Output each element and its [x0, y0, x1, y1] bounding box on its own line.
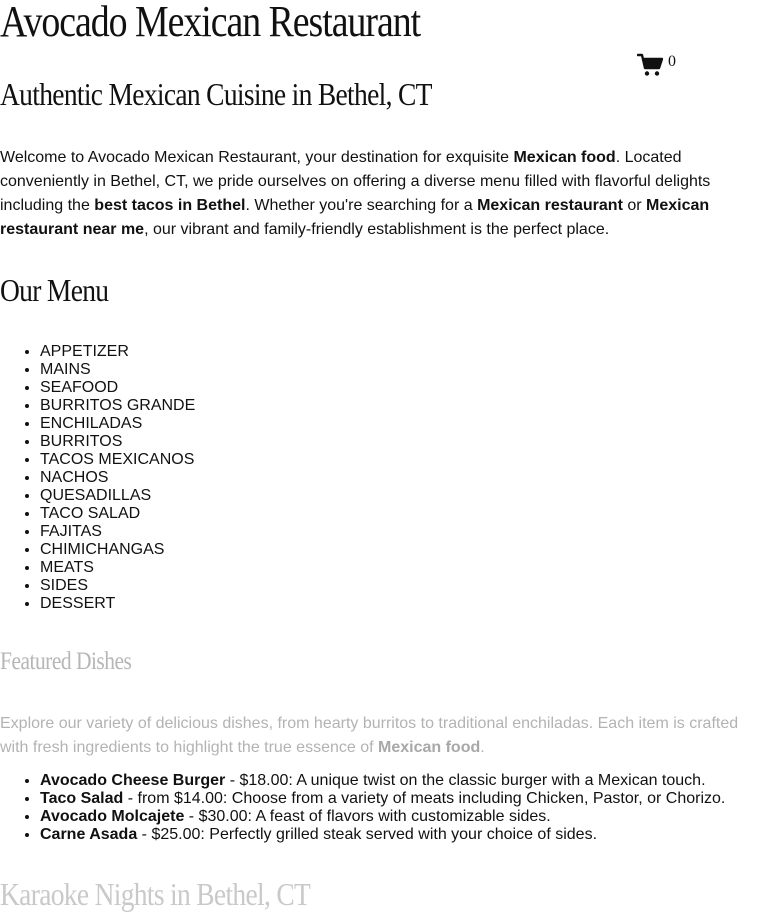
menu-item-nachos[interactable]: • NACHOS [40, 469, 195, 487]
menu-item-chimichangas[interactable]: • CHIMICHANGAS [40, 541, 195, 559]
featured-heading: Featured Dishes [0, 648, 132, 675]
menu-item-burritos[interactable]: • BURRITOS [40, 433, 195, 451]
menu-item-appetizer[interactable]: • APPETIZER [40, 343, 195, 361]
intro-paragraph [0, 146, 740, 242]
dish-name: Avocado Cheese Burger [40, 772, 226, 789]
menu-heading: Our Menu [0, 272, 109, 308]
featured-dish-list [0, 772, 770, 844]
dish-item [40, 772, 770, 790]
menu-item-taco-salad[interactable]: • TACO SALAD [40, 505, 195, 523]
menu-item-mains[interactable]: • MAINS [40, 361, 195, 379]
dish-item [40, 790, 770, 808]
menu-item-enchiladas[interactable]: • ENCHILADAS [40, 415, 195, 433]
menu-item-meats[interactable]: • MEATS [40, 559, 195, 577]
hero-tagline: Authentic Mexican Cuisine in Bethel, CT [0, 76, 432, 112]
intro-text: , our vibrant and family-friendly establishment is the perfect place. [144, 221, 610, 238]
intro-text: or [622, 197, 647, 214]
menu-item-quesadillas[interactable]: • QUESADILLAS [40, 487, 195, 505]
dish-detail: - from $14.00: Choose from a variety of meats including Chicken, Pastor, or Chorizo. [123, 790, 726, 807]
intro-text: Welcome to Avocado Mexican Restaurant, your destination for exquisite [0, 149, 514, 166]
menu-item-seafood[interactable]: • SEAFOOD [40, 379, 195, 397]
cart-button[interactable] [637, 53, 676, 77]
menu-item-sides[interactable]: • SIDES [40, 577, 195, 595]
dish-detail: - $18.00: A unique twist on the classic burger with a Mexican touch. [225, 772, 706, 789]
dish-name: Avocado Molcajete [40, 808, 185, 825]
menu-item-dessert[interactable]: • DESSERT [40, 595, 195, 613]
menu-item-fajitas[interactable]: • FAJITAS [40, 523, 195, 541]
menu-category-list [0, 343, 195, 613]
intro-keyword: best tacos in Bethel [94, 197, 246, 214]
featured-keyword: Mexican food [378, 739, 481, 756]
intro-keyword: Mexican restaurant [477, 197, 623, 214]
intro-text: . Located conveniently in Bethel, CT, we pride ourselves on offering a diverse menu filled with flavorful delights including the [0, 149, 711, 214]
dish-name: Carne Asada [40, 826, 138, 843]
dish-detail: - $25.00: Perfectly grilled steak served with your choice of sides. [137, 826, 598, 843]
menu-item-burritos-grande[interactable]: • BURRITOS GRANDE [40, 397, 195, 415]
karaoke-heading: Karaoke Nights in Bethel, CT [0, 876, 311, 912]
featured-text: Explore our variety of delicious dishes, from hearty burritos to traditional enchiladas. Each item is crafted with fresh ingredients to highlight the true essence of [0, 715, 739, 756]
dish-name: Taco Salad [40, 790, 124, 807]
cart-count: 0 [668, 53, 676, 70]
intro-keyword: Mexican restaurant near me [0, 197, 710, 238]
dish-item [40, 808, 770, 826]
intro-text: . Whether you're searching for a [245, 197, 478, 214]
cart-icon[interactable] [637, 53, 663, 77]
featured-description [0, 712, 750, 760]
site-title[interactable]: Avocado Mexican Restaurant [0, 0, 421, 46]
intro-keyword: Mexican food [513, 149, 616, 166]
dish-detail: - $30.00: A feast of flavors with customizable sides. [184, 808, 551, 825]
dish-item [40, 826, 770, 844]
featured-text: . [480, 739, 485, 756]
menu-item-tacos-mexicanos[interactable]: • TACOS MEXICANOS [40, 451, 195, 469]
